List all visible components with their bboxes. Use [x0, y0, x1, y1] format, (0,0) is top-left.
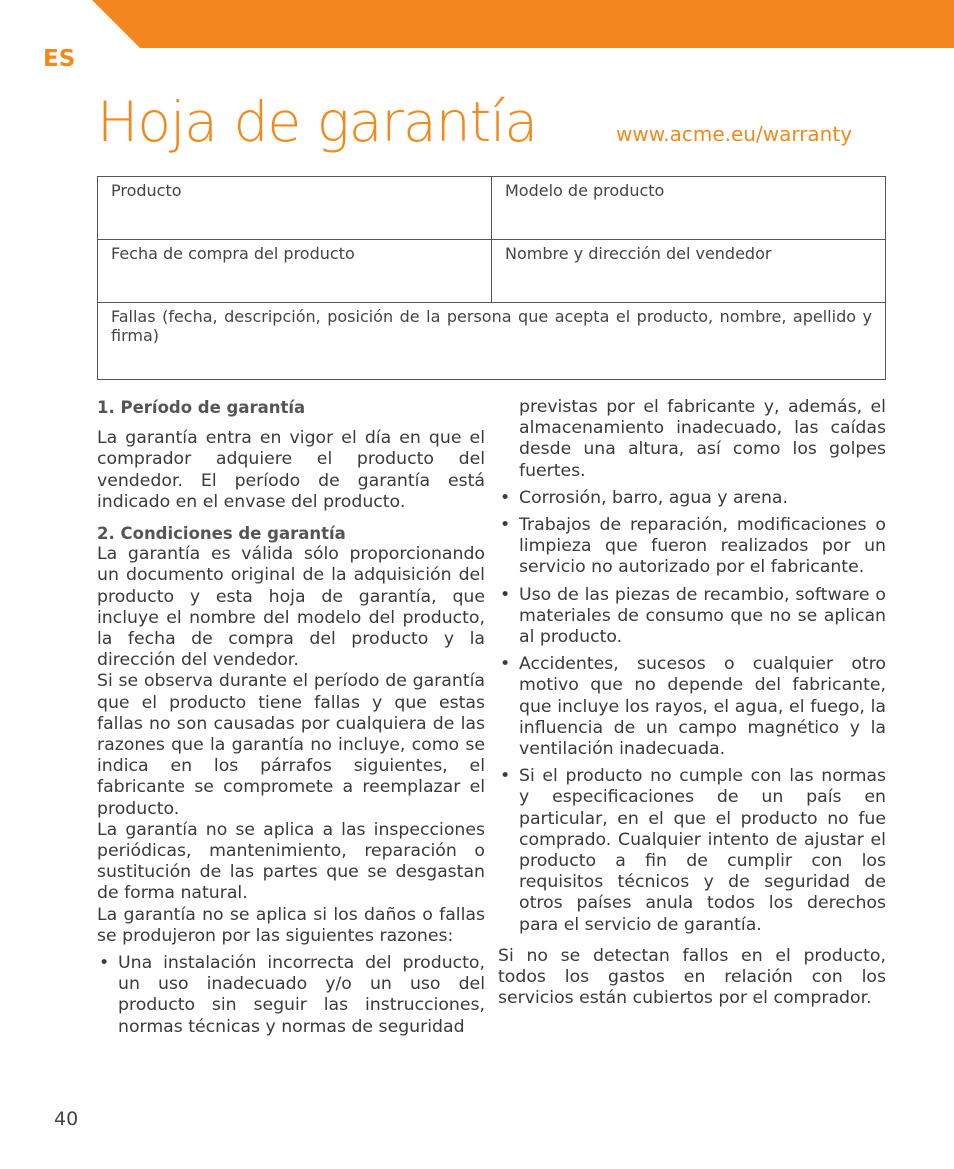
- warranty-url-link[interactable]: www.acme.eu/warranty: [616, 122, 853, 146]
- section-heading-2: 2. Condiciones de garantía: [97, 524, 346, 544]
- paragraph: La garantía no se aplica a las inspecciones periódicas, mantenimiento, reparación o sustitución de las partes que se desgastan de forma natural.: [97, 819, 485, 904]
- section-heading-1: 1. Período de garantía: [97, 398, 306, 417]
- list-item: • Corrosión, barro, agua y arena.: [498, 488, 886, 509]
- warranty-form-table: [97, 176, 886, 380]
- list-item: • Accidentes, sucesos o cualquier otro motivo que no depende del fabricante, que incluye los rayos, el agua, el fuego, la influencia de un campo magnético y la ventilación inadecuada.: [498, 654, 886, 760]
- list-item-continuation: previstas por el fabricante y, además, el almacenamiento inadecuado, las caídas desde una altura, así como los golpes fuertes.: [519, 397, 886, 481]
- list-item: • Una instalación incorrecta del producto, un uso inadecuado y/o un uso del producto sin seguir las instrucciones, normas técnicas y normas de seguridad: [97, 953, 485, 1038]
- right-column: [498, 397, 886, 1009]
- page-title: Hoja de garantía: [97, 90, 538, 154]
- list-item: • Trabajos de reparación, modificaciones o limpieza que fueron realizados por un servicio no autorizado por el fabricante.: [498, 515, 886, 579]
- model-field[interactable]: Modelo de producto: [492, 177, 886, 240]
- seller-field[interactable]: Nombre y dirección del vendedor: [492, 240, 886, 303]
- paragraph: Si se observa durante el período de garantía que el producto tiene fallas y que estas fallas no son causadas por cualquiera de las razones que la garantía no incluye, como se indica en los párrafos siguientes, el fabricante se compromete a reemplazar el producto.: [97, 671, 485, 819]
- list-item: • Uso de las piezas de recambio, software o materiales de consumo que no se aplican al producto.: [498, 585, 886, 649]
- purchase-date-field[interactable]: Fecha de compra del producto: [98, 240, 492, 303]
- left-column: [97, 397, 485, 1038]
- paragraph: La garantía no se aplica si los daños o fallas se produjeron por las siguientes razones:: [97, 904, 485, 946]
- list-item: • Si el producto no cumple con las normas y especificaciones de un país en particular, en el que el producto no fue comprado. Cualquier intento de ajustar el producto a fin de cumplir con los requisitos técnicos y de seguridad de otros países anula todos los derechos para el servicio de garantía.: [498, 766, 886, 936]
- paragraph: Si no se detectan fallos en el producto, todos los gastos en relación con los servicios están cubiertos por el comprador.: [498, 945, 886, 1009]
- orange-header-banner: [0, 0, 954, 48]
- paragraph: La garantía es válida sólo proporcionando un documento original de la adquisición del producto y esta hoja de garantía, que incluye el nombre del modelo del producto, la fecha de compra del producto y la dirección del vendedor.: [97, 544, 485, 671]
- page-number: 40: [54, 1108, 79, 1130]
- product-field[interactable]: Producto: [98, 177, 492, 240]
- paragraph: La garantía entra en vigor el día en que el comprador adquiere el producto del vendedor. El período de garantía está indicado en el envase del producto.: [97, 428, 485, 512]
- faults-field[interactable]: Fallas (fecha, descripción, posición de la persona que acepta el producto, nombre, apellido y firma): [98, 303, 886, 380]
- language-code: ES: [43, 46, 76, 72]
